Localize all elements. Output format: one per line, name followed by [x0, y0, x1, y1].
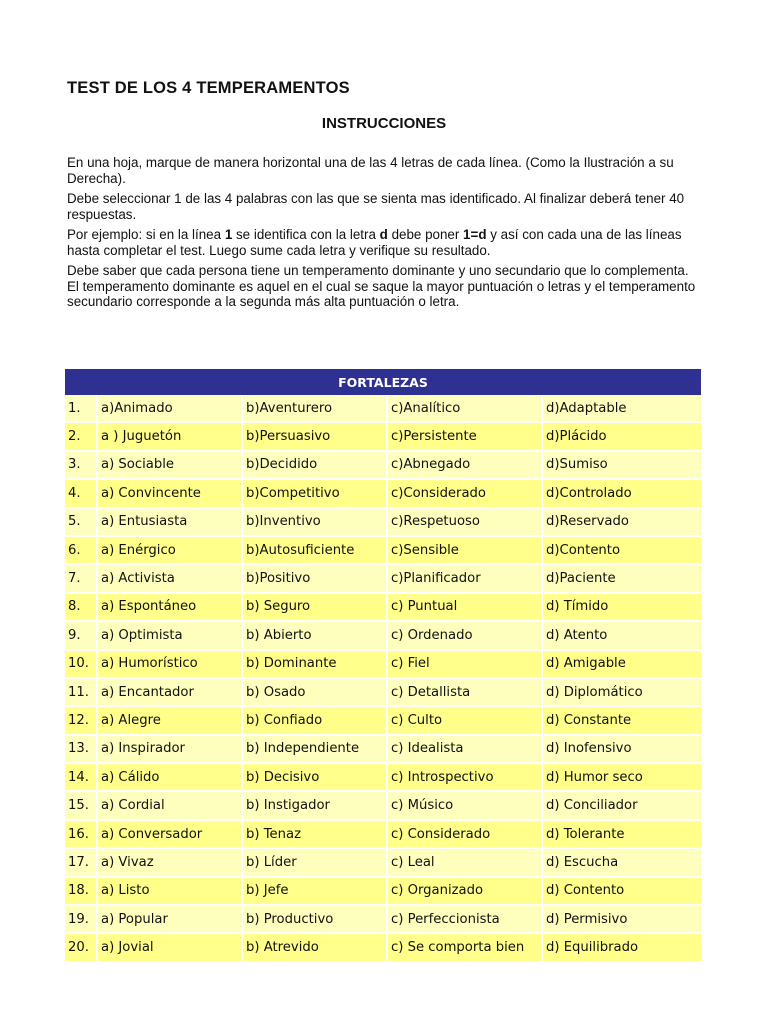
- option-cell-d: d) Amigable: [543, 651, 701, 679]
- option-cell-b: b) Abierto: [243, 622, 388, 650]
- option-cell-a: a) Convincente: [98, 480, 243, 508]
- row-number-cell: 17.: [65, 849, 98, 877]
- text-run: debe poner: [387, 227, 464, 242]
- row-number-cell: 1.: [65, 395, 98, 423]
- option-cell-c: c) Considerado: [388, 821, 543, 849]
- option-cell-b: b) Jefe: [243, 878, 388, 906]
- table-row: [65, 707, 701, 735]
- option-cell-a: a) Entusiasta: [98, 509, 243, 537]
- option-cell-a: a) Activista: [98, 565, 243, 593]
- option-cell-c: c) Detallista: [388, 679, 543, 707]
- option-cell-d: d) Escucha: [543, 849, 701, 877]
- option-cell-c: c)Sensible: [388, 537, 543, 565]
- option-cell-a: a) Vivaz: [98, 849, 243, 877]
- strengths-table: [65, 369, 701, 963]
- option-cell-a: a) Sociable: [98, 452, 243, 480]
- table-row: [65, 565, 701, 593]
- option-cell-b: b) Atrevido: [243, 934, 388, 962]
- option-cell-c: c) Puntual: [388, 594, 543, 622]
- option-cell-d: d)Paciente: [543, 565, 701, 593]
- option-cell-d: d) Inofensivo: [543, 736, 701, 764]
- option-cell-c: c) Se comporta bien: [388, 934, 543, 962]
- bold-run: 1=d: [463, 227, 487, 242]
- option-cell-a: a) Espontáneo: [98, 594, 243, 622]
- option-cell-c: c) Leal: [388, 849, 543, 877]
- option-cell-a: a) Humorístico: [98, 651, 243, 679]
- table-row: [65, 878, 701, 906]
- table-row: [65, 821, 701, 849]
- table-header-row: [65, 369, 701, 395]
- table-row: [65, 651, 701, 679]
- bold-run: 1: [224, 227, 233, 242]
- row-number-cell: 20.: [65, 934, 98, 962]
- option-cell-d: d) Conciliador: [543, 792, 701, 820]
- option-cell-a: a) Alegre: [98, 707, 243, 735]
- option-cell-b: b) Instigador: [243, 792, 388, 820]
- option-cell-c: c) Introspectivo: [388, 764, 543, 792]
- text-run: se identifica con la letra: [232, 227, 380, 242]
- option-cell-b: b) Productivo: [243, 906, 388, 934]
- instruction-paragraph-2: Debe seleccionar 1 de las 4 palabras con las que se sienta mas identificado. Al finalizar deberá tener 40 respuestas.: [67, 191, 685, 222]
- row-number-cell: 15.: [65, 792, 98, 820]
- table-body: [65, 395, 701, 963]
- row-number-cell: 4.: [65, 480, 98, 508]
- option-cell-d: d)Sumiso: [543, 452, 701, 480]
- instruction-paragraph-3: [67, 227, 703, 258]
- text-run: y así con cada una de las líneas hasta completar el test. Luego sume cada letra y verifique su resultado.: [67, 227, 682, 258]
- option-cell-c: c) Idealista: [388, 736, 543, 764]
- option-cell-b: b) Dominante: [243, 651, 388, 679]
- option-cell-b: b) Confiado: [243, 707, 388, 735]
- option-cell-b: b)Aventurero: [243, 395, 388, 423]
- option-cell-a: a) Jovial: [98, 934, 243, 962]
- option-cell-d: d) Tolerante: [543, 821, 701, 849]
- table-row: [65, 423, 701, 451]
- table-row: [65, 509, 701, 537]
- table-row: [65, 849, 701, 877]
- row-number-cell: 8.: [65, 594, 98, 622]
- option-cell-d: d) Humor seco: [543, 764, 701, 792]
- option-cell-a: a) Encantador: [98, 679, 243, 707]
- row-number-cell: 13.: [65, 736, 98, 764]
- instruction-paragraph-1: En una hoja, marque de manera horizontal una de las 4 letras de cada línea. (Como la Ilustración a su Derecha).: [67, 155, 674, 186]
- table-row: [65, 480, 701, 508]
- table-row: [65, 622, 701, 650]
- row-number-cell: 19.: [65, 906, 98, 934]
- option-cell-a: a) Conversador: [98, 821, 243, 849]
- option-cell-c: c)Abnegado: [388, 452, 543, 480]
- option-cell-b: b) Osado: [243, 679, 388, 707]
- option-cell-c: c) Culto: [388, 707, 543, 735]
- option-cell-c: c) Perfeccionista: [388, 906, 543, 934]
- bold-run: d: [379, 227, 388, 242]
- option-cell-b: b)Positivo: [243, 565, 388, 593]
- option-cell-d: d) Permisivo: [543, 906, 701, 934]
- row-number-cell: 18.: [65, 878, 98, 906]
- option-cell-d: d)Plácido: [543, 423, 701, 451]
- option-cell-d: d) Contento: [543, 878, 701, 906]
- option-cell-d: d)Controlado: [543, 480, 701, 508]
- option-cell-a: a) Listo: [98, 878, 243, 906]
- table-row: [65, 452, 701, 480]
- option-cell-d: d)Reservado: [543, 509, 701, 537]
- option-cell-c: c)Respetuoso: [388, 509, 543, 537]
- table-row: [65, 395, 701, 423]
- row-number-cell: 16.: [65, 821, 98, 849]
- option-cell-a: a) Cálido: [98, 764, 243, 792]
- row-number-cell: 3.: [65, 452, 98, 480]
- option-cell-b: b) Líder: [243, 849, 388, 877]
- table-row: [65, 934, 701, 962]
- option-cell-a: a) Cordial: [98, 792, 243, 820]
- text-run: Por ejemplo: si en la línea: [67, 227, 225, 242]
- row-number-cell: 6.: [65, 537, 98, 565]
- option-cell-b: b)Inventivo: [243, 509, 388, 537]
- option-cell-b: b)Autosuficiente: [243, 537, 388, 565]
- table-row: [65, 594, 701, 622]
- table-row: [65, 764, 701, 792]
- option-cell-a: a) Optimista: [98, 622, 243, 650]
- option-cell-c: c) Organizado: [388, 878, 543, 906]
- option-cell-a: a)Animado: [98, 395, 243, 423]
- table-row: [65, 679, 701, 707]
- option-cell-c: c)Analítico: [388, 395, 543, 423]
- option-cell-c: c)Considerado: [388, 480, 543, 508]
- table-header: FORTALEZAS: [65, 369, 701, 395]
- row-number-cell: 10.: [65, 651, 98, 679]
- row-number-cell: 7.: [65, 565, 98, 593]
- option-cell-b: b) Seguro: [243, 594, 388, 622]
- option-cell-a: a ) Juguetón: [98, 423, 243, 451]
- option-cell-b: b) Independiente: [243, 736, 388, 764]
- row-number-cell: 2.: [65, 423, 98, 451]
- option-cell-d: d)Adaptable: [543, 395, 701, 423]
- option-cell-c: c) Músico: [388, 792, 543, 820]
- option-cell-d: d) Atento: [543, 622, 701, 650]
- row-number-cell: 14.: [65, 764, 98, 792]
- option-cell-c: c)Persistente: [388, 423, 543, 451]
- option-cell-b: b)Decidido: [243, 452, 388, 480]
- option-cell-d: d) Constante: [543, 707, 701, 735]
- option-cell-b: b)Competitivo: [243, 480, 388, 508]
- option-cell-b: b)Persuasivo: [243, 423, 388, 451]
- instructions-body: [67, 155, 703, 315]
- option-cell-b: b) Decisivo: [243, 764, 388, 792]
- option-cell-d: d) Tímido: [543, 594, 701, 622]
- table-row: [65, 792, 701, 820]
- option-cell-c: c) Ordenado: [388, 622, 543, 650]
- instruction-paragraph-4: Debe saber que cada persona tiene un temperamento dominante y uno secundario que lo complementa. El temperamento dominante es aquel en el cual se saque la mayor puntuación o letras y el temperamento secundario corresponde a la segunda más alta puntuación o letra.: [67, 263, 696, 309]
- option-cell-c: c) Fiel: [388, 651, 543, 679]
- row-number-cell: 5.: [65, 509, 98, 537]
- page-title: TEST DE LOS 4 TEMPERAMENTOS: [67, 79, 350, 97]
- option-cell-d: d) Diplomático: [543, 679, 701, 707]
- option-cell-a: a) Popular: [98, 906, 243, 934]
- section-heading: INSTRUCCIONES: [321, 115, 447, 132]
- option-cell-d: d) Equilibrado: [543, 934, 701, 962]
- option-cell-c: c)Planificador: [388, 565, 543, 593]
- row-number-cell: 12.: [65, 707, 98, 735]
- option-cell-a: a) Enérgico: [98, 537, 243, 565]
- option-cell-d: d)Contento: [543, 537, 701, 565]
- table-row: [65, 537, 701, 565]
- row-number-cell: 11.: [65, 679, 98, 707]
- table-row: [65, 906, 701, 934]
- table-row: [65, 736, 701, 764]
- row-number-cell: 9.: [65, 622, 98, 650]
- option-cell-b: b) Tenaz: [243, 821, 388, 849]
- option-cell-a: a) Inspirador: [98, 736, 243, 764]
